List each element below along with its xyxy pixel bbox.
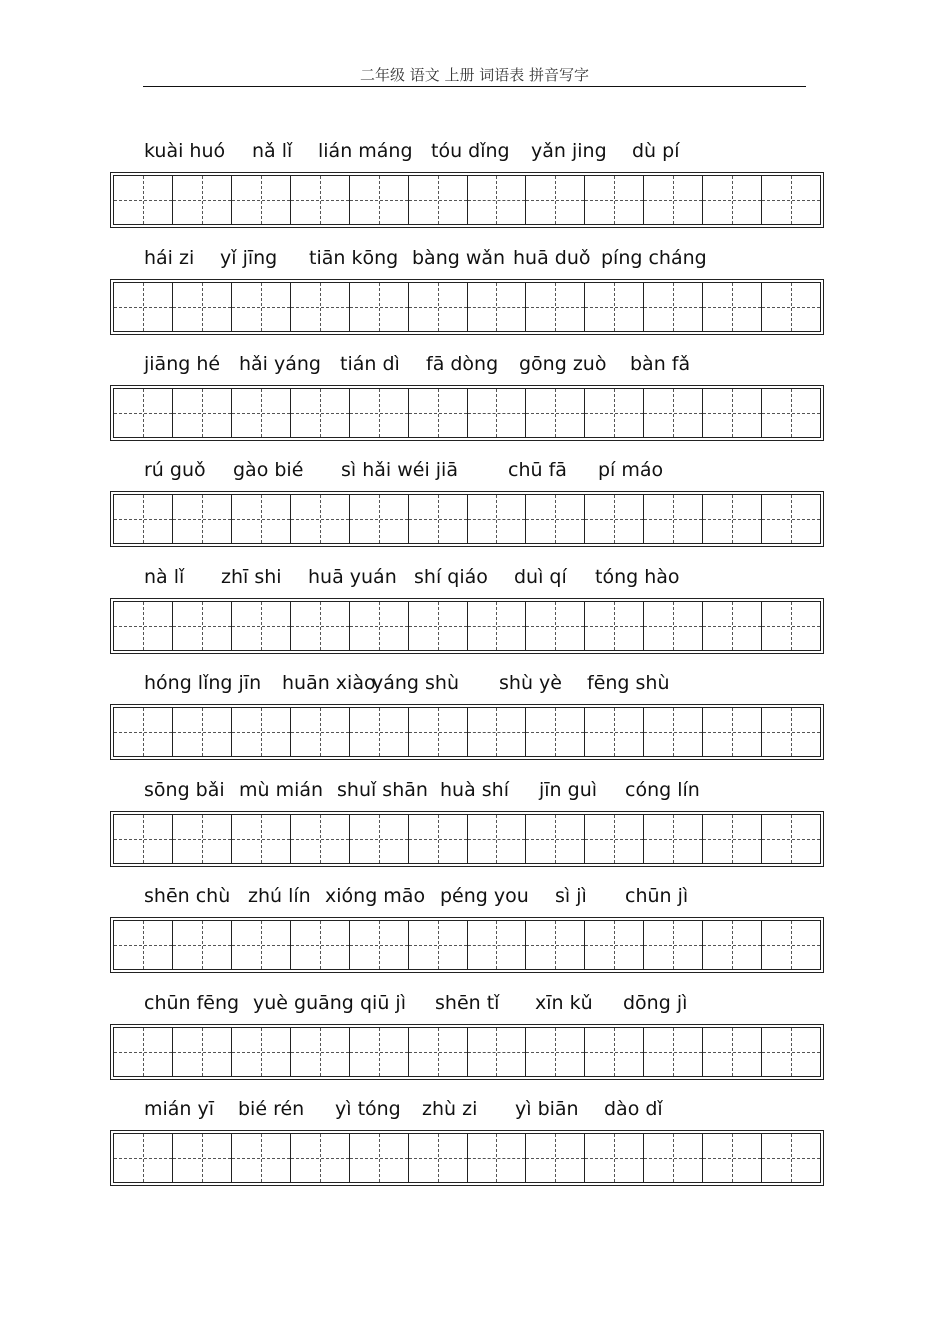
tian-zi-ge-cell[interactable] (703, 495, 762, 543)
tian-zi-ge-cell[interactable] (762, 708, 820, 756)
tian-zi-ge-cell[interactable] (703, 708, 762, 756)
tian-zi-ge-cell[interactable] (585, 495, 644, 543)
tian-zi-ge-cell[interactable] (526, 1134, 585, 1182)
tian-zi-ge-cell[interactable] (291, 1134, 350, 1182)
tian-zi-ge-cell[interactable] (526, 602, 585, 650)
tian-zi-ge-cell[interactable] (468, 602, 527, 650)
pinyin-word: lián máng (318, 140, 413, 162)
pinyin-line (110, 349, 826, 379)
pinyin-word: huà shí (440, 779, 509, 801)
tian-zi-ge-cell[interactable] (291, 283, 350, 331)
tian-zi-ge-cell[interactable] (350, 283, 409, 331)
tian-zi-ge-cell[interactable] (468, 389, 527, 437)
pinyin-word: fēng shù (587, 672, 670, 694)
tian-zi-ge-cell[interactable] (350, 815, 409, 863)
pinyin-word: zhī shi (221, 566, 282, 588)
tian-zi-ge-cell[interactable] (409, 176, 468, 224)
tian-zi-ge-cell[interactable] (350, 176, 409, 224)
pinyin-word: gào bié (233, 459, 304, 481)
tian-zi-ge-cell[interactable] (703, 1134, 762, 1182)
tian-zi-ge-cell[interactable] (644, 283, 703, 331)
pinyin-line (110, 1094, 826, 1124)
tian-zi-ge-cell[interactable] (291, 495, 350, 543)
tian-zi-ge-cell[interactable] (762, 602, 820, 650)
pinyin-line (110, 136, 826, 166)
pinyin-word: yǎn jing (531, 140, 607, 162)
pinyin-word: huā yuán (308, 566, 397, 588)
writing-grid (110, 1130, 824, 1186)
tian-zi-ge-cell[interactable] (409, 602, 468, 650)
tian-zi-ge-cell[interactable] (350, 602, 409, 650)
tian-zi-ge-cell[interactable] (585, 602, 644, 650)
tian-zi-ge-cell[interactable] (526, 176, 585, 224)
pinyin-word: cóng lín (625, 779, 700, 801)
tian-zi-ge-cell[interactable] (703, 389, 762, 437)
pinyin-word: chūn jì (625, 885, 689, 907)
pinyin-word: qiū jì (360, 992, 406, 1014)
tian-zi-ge-cell[interactable] (468, 921, 527, 969)
page-header: 二年级 语文 上册 词语表 拼音写字 (143, 64, 806, 87)
pinyin-word: pí máo (598, 459, 664, 481)
practice-row (110, 243, 826, 273)
tian-zi-ge-cell[interactable] (409, 389, 468, 437)
tian-zi-ge-cell[interactable] (232, 921, 291, 969)
tian-zi-ge-cell[interactable] (644, 708, 703, 756)
pinyin-word: huā duǒ (513, 247, 591, 269)
tian-zi-ge-cell[interactable] (409, 283, 468, 331)
pinyin-line (110, 988, 826, 1018)
pinyin-word: yì biān (515, 1098, 579, 1120)
tian-zi-ge-cell[interactable] (762, 1028, 820, 1076)
tian-zi-ge-cell[interactable] (232, 602, 291, 650)
pinyin-word: píng cháng (601, 247, 707, 269)
writing-grid (110, 172, 824, 228)
tian-zi-ge-cell[interactable] (232, 389, 291, 437)
tian-zi-ge-cell[interactable] (468, 283, 527, 331)
tian-zi-ge-cell[interactable] (585, 176, 644, 224)
tian-zi-ge-cell[interactable] (114, 1134, 173, 1182)
tian-zi-ge-cell[interactable] (585, 283, 644, 331)
pinyin-word: hóng lǐng jīn (144, 672, 262, 694)
practice-row (110, 136, 826, 166)
tian-zi-ge-cell[interactable] (585, 1028, 644, 1076)
pinyin-word: yǐ jīng (220, 247, 278, 269)
tian-zi-ge-cell[interactable] (291, 815, 350, 863)
tian-zi-ge-cell[interactable] (762, 1134, 820, 1182)
tian-zi-ge-cell[interactable] (644, 1028, 703, 1076)
pinyin-word: mù mián (239, 779, 324, 801)
tian-zi-ge-cell[interactable] (114, 495, 173, 543)
tian-zi-ge-cell[interactable] (291, 1028, 350, 1076)
tian-zi-ge-cell[interactable] (232, 1028, 291, 1076)
tian-zi-ge-cell[interactable] (173, 176, 232, 224)
tian-zi-ge-cell[interactable] (644, 1134, 703, 1182)
pinyin-word: bié rén (238, 1098, 305, 1120)
pinyin-word: nà lǐ (144, 566, 185, 588)
tian-zi-ge-cell[interactable] (409, 495, 468, 543)
pinyin-line (110, 775, 826, 805)
pinyin-word: jīn guì (539, 779, 598, 801)
tian-zi-ge-cell[interactable] (703, 815, 762, 863)
pinyin-word: bàn fǎ (630, 353, 691, 375)
practice-row (110, 881, 826, 911)
tian-zi-ge-cell[interactable] (526, 921, 585, 969)
practice-row (110, 562, 826, 592)
tian-zi-ge-cell[interactable] (468, 815, 527, 863)
tian-zi-ge-cell[interactable] (703, 176, 762, 224)
tian-zi-ge-cell[interactable] (114, 708, 173, 756)
tian-zi-ge-cell[interactable] (644, 602, 703, 650)
writing-grid (110, 704, 824, 760)
pinyin-word: shí qiáo (414, 566, 488, 588)
tian-zi-ge-cell[interactable] (232, 708, 291, 756)
pinyin-word: chūn fēng (144, 992, 240, 1014)
tian-zi-ge-cell[interactable] (644, 389, 703, 437)
tian-zi-ge-cell[interactable] (350, 708, 409, 756)
tian-zi-ge-cell[interactable] (409, 1028, 468, 1076)
practice-row (110, 988, 826, 1018)
pinyin-word: dù pí (632, 140, 680, 162)
tian-zi-ge-cell[interactable] (468, 708, 527, 756)
pinyin-word: hǎi yáng (239, 353, 321, 375)
tian-zi-ge-cell[interactable] (291, 389, 350, 437)
tian-zi-ge-cell[interactable] (526, 708, 585, 756)
pinyin-line (110, 668, 826, 698)
tian-zi-ge-cell[interactable] (350, 1028, 409, 1076)
writing-grid (110, 385, 824, 441)
tian-zi-ge-cell[interactable] (644, 921, 703, 969)
pinyin-word: tiān kōng (309, 247, 399, 269)
tian-zi-ge-cell[interactable] (703, 921, 762, 969)
tian-zi-ge-cell[interactable] (350, 1134, 409, 1182)
writing-grid (110, 917, 824, 973)
pinyin-word: péng you (440, 885, 529, 907)
pinyin-word: gōng zuò (519, 353, 607, 375)
pinyin-word: mián yī (144, 1098, 215, 1120)
pinyin-word: jiāng hé (144, 353, 221, 375)
pinyin-word: shēn tǐ (435, 992, 500, 1014)
tian-zi-ge-cell[interactable] (291, 708, 350, 756)
pinyin-word: dōng jì (623, 992, 688, 1014)
tian-zi-ge-cell[interactable] (173, 283, 232, 331)
tian-zi-ge-cell[interactable] (585, 389, 644, 437)
tian-zi-ge-cell[interactable] (232, 815, 291, 863)
practice-row (110, 1094, 826, 1124)
tian-zi-ge-cell[interactable] (762, 815, 820, 863)
tian-zi-ge-cell[interactable] (173, 1134, 232, 1182)
tian-zi-ge-cell[interactable] (114, 389, 173, 437)
tian-zi-ge-cell[interactable] (468, 1028, 527, 1076)
tian-zi-ge-cell[interactable] (703, 602, 762, 650)
pinyin-word: zhù zi (422, 1098, 478, 1120)
pinyin-word: tián dì (340, 353, 400, 375)
pinyin-line (110, 455, 826, 485)
tian-zi-ge-cell[interactable] (644, 815, 703, 863)
pinyin-word: fā dòng (426, 353, 499, 375)
pinyin-word: xióng māo (325, 885, 426, 907)
tian-zi-ge-cell[interactable] (703, 1028, 762, 1076)
pinyin-line (110, 881, 826, 911)
tian-zi-ge-cell[interactable] (350, 389, 409, 437)
tian-zi-ge-cell[interactable] (526, 389, 585, 437)
tian-zi-ge-cell[interactable] (762, 495, 820, 543)
tian-zi-ge-cell[interactable] (173, 602, 232, 650)
tian-zi-ge-cell[interactable] (232, 1134, 291, 1182)
pinyin-word: chū fā (508, 459, 567, 481)
pinyin-word: huān xiào (282, 672, 376, 694)
tian-zi-ge-cell[interactable] (114, 176, 173, 224)
pinyin-word: yì tóng (335, 1098, 401, 1120)
tian-zi-ge-cell[interactable] (468, 1134, 527, 1182)
tian-zi-ge-cell[interactable] (644, 176, 703, 224)
pinyin-word: shù yè (499, 672, 562, 694)
tian-zi-ge-cell[interactable] (350, 921, 409, 969)
tian-zi-ge-cell[interactable] (114, 1028, 173, 1076)
pinyin-line (110, 562, 826, 592)
tian-zi-ge-cell[interactable] (644, 495, 703, 543)
tian-zi-ge-cell[interactable] (232, 495, 291, 543)
practice-row (110, 775, 826, 805)
practice-row (110, 668, 826, 698)
pinyin-word: dào dǐ (604, 1098, 663, 1120)
tian-zi-ge-cell[interactable] (173, 708, 232, 756)
tian-zi-ge-cell[interactable] (526, 283, 585, 331)
tian-zi-ge-cell[interactable] (526, 815, 585, 863)
tian-zi-ge-cell[interactable] (585, 1134, 644, 1182)
tian-zi-ge-cell[interactable] (291, 176, 350, 224)
pinyin-word: kuài huó (144, 140, 226, 162)
writing-grid (110, 279, 824, 335)
writing-grid (110, 1024, 824, 1080)
pinyin-word: tóu dǐng (431, 140, 510, 162)
pinyin-word: bàng wǎn (412, 247, 506, 269)
tian-zi-ge-cell[interactable] (468, 495, 527, 543)
pinyin-word: xīn kǔ (535, 992, 593, 1014)
tian-zi-ge-cell[interactable] (291, 602, 350, 650)
tian-zi-ge-cell[interactable] (114, 283, 173, 331)
tian-zi-ge-cell[interactable] (703, 283, 762, 331)
pinyin-word: sì jì (555, 885, 587, 907)
pinyin-word: nǎ lǐ (252, 140, 293, 162)
tian-zi-ge-cell[interactable] (114, 921, 173, 969)
tian-zi-ge-cell[interactable] (762, 176, 820, 224)
writing-grid (110, 491, 824, 547)
tian-zi-ge-cell[interactable] (232, 176, 291, 224)
pinyin-word: duì qí (514, 566, 567, 588)
pinyin-line (110, 243, 826, 273)
pinyin-word: yuè guāng (253, 992, 354, 1014)
pinyin-word: shēn chù (144, 885, 231, 907)
pinyin-word: yáng shù (372, 672, 460, 694)
tian-zi-ge-cell[interactable] (173, 1028, 232, 1076)
tian-zi-ge-cell[interactable] (114, 602, 173, 650)
tian-zi-ge-cell[interactable] (409, 708, 468, 756)
tian-zi-ge-cell[interactable] (585, 815, 644, 863)
pinyin-word: tóng hào (595, 566, 680, 588)
tian-zi-ge-cell[interactable] (350, 495, 409, 543)
tian-zi-ge-cell[interactable] (585, 708, 644, 756)
tian-zi-ge-cell[interactable] (762, 283, 820, 331)
pinyin-word: rú guǒ (144, 459, 206, 481)
pinyin-word: sōng bǎi (144, 779, 225, 801)
tian-zi-ge-cell[interactable] (526, 495, 585, 543)
practice-row (110, 455, 826, 485)
tian-zi-ge-cell[interactable] (409, 815, 468, 863)
tian-zi-ge-cell[interactable] (585, 921, 644, 969)
tian-zi-ge-cell[interactable] (173, 921, 232, 969)
tian-zi-ge-cell[interactable] (526, 1028, 585, 1076)
tian-zi-ge-cell[interactable] (173, 815, 232, 863)
writing-grid (110, 811, 824, 867)
tian-zi-ge-cell[interactable] (114, 815, 173, 863)
writing-grid (110, 598, 824, 654)
tian-zi-ge-cell[interactable] (468, 176, 527, 224)
pinyin-word: sì hǎi wéi jiā (341, 459, 458, 481)
tian-zi-ge-cell[interactable] (409, 1134, 468, 1182)
tian-zi-ge-cell[interactable] (173, 389, 232, 437)
tian-zi-ge-cell[interactable] (762, 389, 820, 437)
tian-zi-ge-cell[interactable] (409, 921, 468, 969)
tian-zi-ge-cell[interactable] (173, 495, 232, 543)
pinyin-word: zhú lín (248, 885, 311, 907)
pinyin-word: shuǐ shān (337, 779, 428, 801)
practice-row (110, 349, 826, 379)
tian-zi-ge-cell[interactable] (762, 921, 820, 969)
pinyin-word: hái zi (144, 247, 195, 269)
tian-zi-ge-cell[interactable] (291, 921, 350, 969)
tian-zi-ge-cell[interactable] (232, 283, 291, 331)
